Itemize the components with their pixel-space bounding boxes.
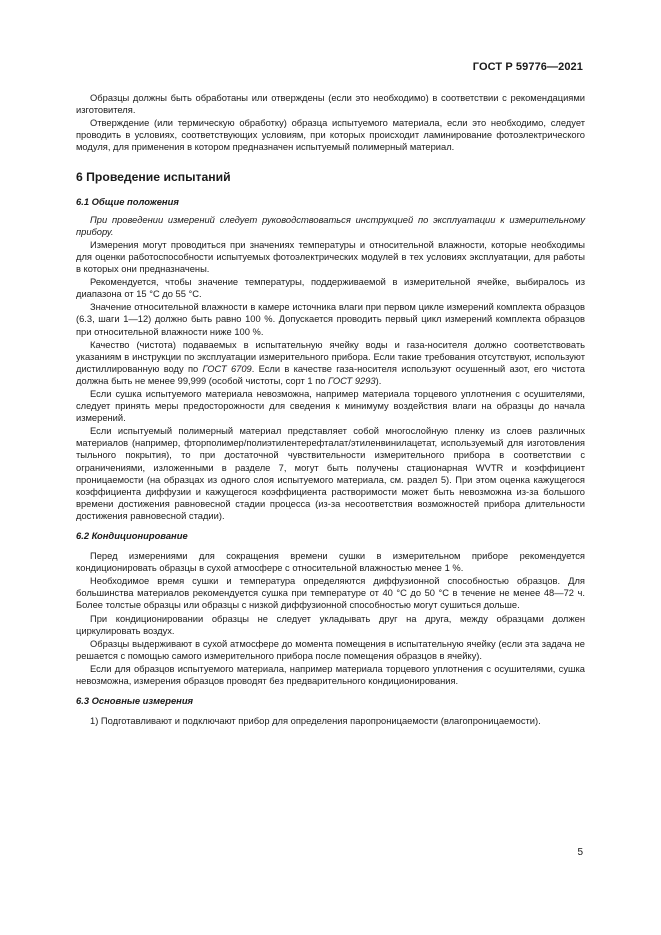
page-number: 5 xyxy=(577,847,583,858)
s61-paragraph-3: Рекомендуется, чтобы значение температуры, поддерживаемой в измерительной ячейке, выбиралось из диапазона от 15 °C до 55 °C. xyxy=(76,277,585,300)
subsection-6-2-title: 6.2 Кондиционирование xyxy=(76,530,188,541)
s62-paragraph-4: Образцы выдерживают в сухой атмосфере до момента помещения в испытательную ячейку (если эта задача не решается с помощью самого измерительного прибора после помещения образцов в ячейку). xyxy=(76,638,585,661)
s61-p5-text-b: . Если в качестве газа-носителя используют осушенный азот, его чистота должна быть не менее 99,999 (особой чистоты, сорт 1 по xyxy=(76,363,585,386)
standard-designation: ГОСТ Р 59776—2021 xyxy=(472,61,583,73)
s62-paragraph-1: Перед измерениями для сокращения времени сушки в измерительном приборе рекомендуется кондиционировать образцы в сухой атмосфере с относительной влажностью менее 1 %. xyxy=(76,551,585,574)
s61-paragraph-1: При проведении измерений следует руководствоваться инструкцией по эксплуатации к измерительному прибору. xyxy=(76,214,585,237)
s61-paragraph-4: Значение относительной влажности в камере источника влаги при первом цикле измерений комплекта образцов (6.3, шаги 1—12) должно быть равно 100 %. Допускается проводить первый цикл измерений комплекта образцов при относительной влажности ниже 100 %. xyxy=(76,302,585,337)
subsection-6-1-title: 6.1 Общие положения xyxy=(76,195,179,207)
s61-paragraph-7: Если испытуемый полимерный материал представляет собой многослойную пленку из слоев различных материалов (например, фторполимер/полиэтилентерефталат/этиленвинилацетат, используемый для изготовления тыльного покрытия), то при достаточной чувствительности измерительного прибора в соответствии с ограничениями, изложенными в разделе 7, могут быть получены стационарная WVTR и коэффициент проницаемости (на образцах из одного слоя испытуемого материала, см. раздел 5). При этом оценка кажущегося коэффициента диффузии и кажущегося коэффициента растворимости может быть невозможна из-за большого времени достижения равновесной стадии процесса (из-за несоответствия возможностей прибора длительности достижения равновесной стадии). xyxy=(76,426,585,521)
intro-paragraph-2: Отверждение (или термическую обработку) образца испытуемого материала, если это необходимо, следует проводить в условиях, соответствующих условиям, при которых происходит ламинирование фотоэлектрического модуля, для применения в котором предназначен испытуемый полимерный материал. xyxy=(76,118,585,153)
page-content xyxy=(76,92,585,727)
section-6-title: 6 Проведение испытаний xyxy=(76,170,231,185)
s62-paragraph-2: Необходимое время сушки и температура определяются диффузионной способностью образцов. Для большинства материалов рекомендуется сушка при температуре от 40 °C до 50 °C в течение не менее 48—72 ч. Более толстые образцы или образцы с низкой диффузионной способностью могут сушиться дольше. xyxy=(76,576,585,611)
s61-p5-text-a: Качество (чистота) подаваемых в испытательную ячейку воды и газа-носителя должно соответствовать указаниям в инструкции по эксплуатации измерительного прибора. Если такие требования отсутствуют, используют дистиллированную воду по xyxy=(76,339,585,374)
s61-paragraph-5 xyxy=(76,339,585,387)
s61-paragraph-6: Если сушка испытуемого материала невозможна, например материала торцевого уплотнения с осушителями, следует принять меры предосторожности для сведения к минимуму воздействия влаги на образцы до начала измерений. xyxy=(76,388,585,424)
gost-6709-reference: ГОСТ 6709 xyxy=(202,363,252,374)
s62-paragraph-5: Если для образцов испытуемого материала, например материала торцевого уплотнения с осушителями, сушка невозможна, измерения образцов проводят без предварительного кондиционирования. xyxy=(76,663,585,687)
s62-paragraph-3: При кондиционировании образцы не следует укладывать друг на друга, между образцами должен циркулировать воздух. xyxy=(76,613,585,636)
gost-9293-reference: ГОСТ 9293 xyxy=(328,375,376,386)
s63-paragraph-1: 1) Подготавливают и подключают прибор для определения паропроницаемости (влагопроницаемости). xyxy=(90,716,541,727)
subsection-6-3-title: 6.3 Основные измерения xyxy=(76,695,194,707)
s61-p5-text-c: ). xyxy=(375,375,382,386)
s61-paragraph-2: Измерения могут проводиться при значениях температуры и относительной влажности, которые необходимы для оценки работоспособности испытуемых фотоэлектрических модулей в тех условиях эксплуатации, для работы в которых они предназначены. xyxy=(76,239,585,275)
intro-paragraph-1: Образцы должны быть обработаны или отверждены (если это необходимо) в соответствии с рекомендациями изготовителя. xyxy=(76,93,585,116)
